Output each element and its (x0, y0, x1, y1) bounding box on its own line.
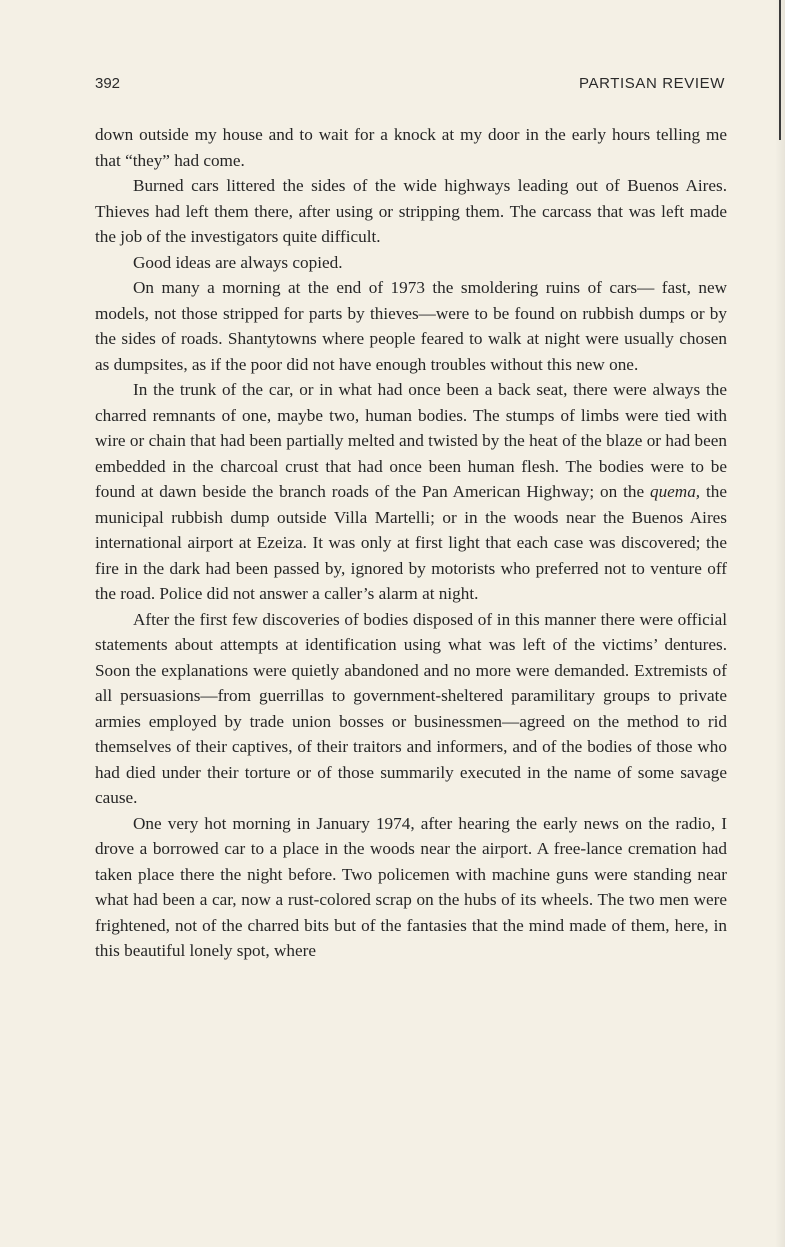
body-text (95, 122, 727, 964)
page-number: 392 (95, 75, 121, 92)
binding-edge-line (779, 0, 781, 140)
paragraph-1: down outside my house and to wait for a knock at my door in the early hours telling me that “they” had come. (95, 125, 727, 170)
paragraph-4: On many a morning at the end of 1973 the smoldering ruins of cars— fast, new models, not those stripped for parts by thieves—were to be found on rubbish dumps or by the sides of roads. Shantytowns where people feared to walk at night were usually chosen as dumpsites, as if the poor did not have enough troubles without this new one. (95, 278, 727, 374)
journal-title: PARTISAN REVIEW (579, 75, 725, 92)
paragraph-3: Good ideas are always copied. (133, 252, 343, 272)
paragraph-7: One very hot morning in January 1974, after hearing the early news on the radio, I drove a borrowed car to a place in the woods near the airport. A free-lance cremation had taken place there the night before. Two policemen with machine guns were standing near what had been a car, now a rust-colored scrap on the hubs of its wheels. The two men were frightened, not of the charred bits but of the fantasies that the mind made of them, here, in this beautiful lonely spot, where (95, 813, 727, 960)
page-edge-shadow (775, 0, 785, 1247)
quema-italic: quema, (649, 482, 701, 501)
paragraph-5 (95, 377, 727, 607)
paragraph-6: After the first few discoveries of bodies disposed of in this manner there were official statements about attempts at identification using what was left of the victims’ dentures. Soon the explanations were quietly abandoned and no more were demanded. Extremists of all persuasions—from guerrillas to government-sheltered paramilitary groups to private armies employed by trade union bosses or businessmen—agreed on the method to rid themselves of their captives, of their traitors and informers, and of the bodies of those who had died under their torture or of those summarily executed in the name of some savage cause. (95, 609, 727, 807)
paragraph-5-part-2: the municipal rubbish dump outside Villa Martelli; or in the woods near the Buenos Aires international airport at Ezeiza. It was only at first light that each case was discovered; the fire in the dark had been passed by, ignored by motorists who preferred not to venture off the road. Police did not answer a caller’s alarm at night. (95, 482, 727, 603)
paragraph-5-part-1: In the trunk of the car, or in what had once been a back seat, there were always the charred remnants of one, maybe two, human bodies. The stumps of limbs were tied with wire or chain that had been partially melted and twisted by the heat of the blaze or had been embedded in the charcoal crust that had once been human flesh. The bodies were to be found at dawn beside the branch roads of the Pan American Highway; on the (95, 380, 727, 501)
running-header (95, 75, 725, 97)
paragraph-2: Burned cars littered the sides of the wide highways leading out of Buenos Aires. Thieves had left them there, after using or stripping them. The carcass that was left made the job of the investigators quite difficult. (95, 176, 727, 246)
